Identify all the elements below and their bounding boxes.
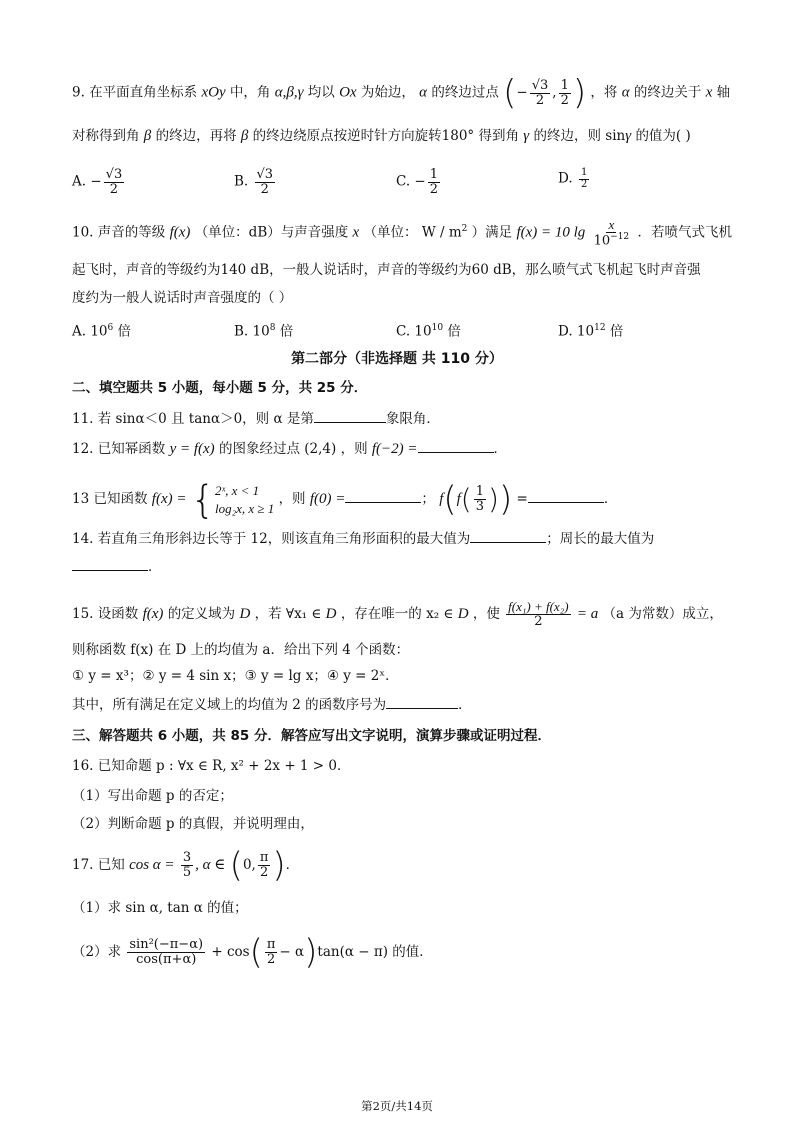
q16-part2: （2）判断命题 p 的真假，并说明理由， [72,816,314,832]
q11-answer-blank [314,408,386,423]
q10-line3: 度约为一般人说话时声音强度的（ ） [72,290,293,306]
q10-option-b: B. $10^8$ 倍 [234,323,294,340]
q10-line1: 10. 声音的等级 f(x) （单位：dB）与声音强度 x （单位： W / $m^2$ ）满足 f(x) = 10 lg $\frac{x}{10^{-12}}$ ．若喷气式飞机 [72,217,732,248]
q9-line1: 9. 在平面直角坐标系 xOy 中，角 α,β,γ 均以 Ox 为始边， α 的终边过点 (− $\frac{√3}{2}$ , $\frac{1}{2}$ ) ，将 α 的终边关于 x 轴 [72,73,731,113]
q12: 12. 已知幂函数 y = f(x) 的图象经过点 (2,4) ，则 f(−2) = ． [72,438,507,459]
q13: 13 已知函数 f(x) = { 2ˣ, x < 1 log₂x, x ≥ 1 ，则 f(0) = ； f(f( $\frac{1}{3}$ )) = ． [72,477,618,522]
q9-option-d: D. $\frac{1}{2}$ [558,167,588,190]
q16-stem: 16. 已知命题 p : ∀x ∈ R, x² + 2x + 1 > 0． [72,758,351,774]
q16-part1: （1）写出命题 p 的否定； [72,788,233,804]
q9-option-c: C. − $\frac{1}{2}$ [396,167,439,197]
q15-answer-blank [386,694,458,709]
q10-option-a: A. $10^6$ 倍 [72,323,132,340]
part-two-heading: 第二部分（非选择题 共 110 分） [291,351,503,367]
q10-option-d: D. $10^{12}$ 倍 [558,323,624,340]
section-fill-blank-heading: 二、填空题共 5 小题，每小题 5 分，共 25 分． [72,380,368,396]
page-footer: 第2页/共14页 [361,1099,433,1113]
section-answer-heading: 三、解答题共 6 小题，共 85 分．解答应写出文字说明，演算步骤或证明过程． [72,728,551,744]
q15-line3: ① y = x³；② y = 4 sin x；③ y = lg x；④ y = 2ˣ． [72,668,399,684]
q11: 11. 若 sinα＜0 且 tanα＞0，则 α 是第 象限角． [72,408,440,429]
q9-line2: 对称得到角 β 的终边，再将 β 的终边绕原点按逆时针方向旋转180° 得到角 γ 的终边，则 sinγ 的值为( ) [72,128,691,144]
q9-point-y: $\frac{1}{2}$ [560,77,569,108]
q15-line1: 15. 设函数 f(x) 的定义域为 D ，若 ∀x₁ ∈ D ，存在唯一的 x₂ ∈ D ，使 $\frac{\text{f(x₁) + f(x₂)}}{2}$ = a （a 为常数）成立， [72,599,723,629]
q13-answer-blank-1 [345,488,421,503]
q17-part1: （1）求 sin α, tan α 的值； [72,900,248,916]
q15-line2: 则称函数 f(x) 在 D 上的均值为 a．给出下列 4 个函数： [72,642,410,658]
q9-option-b: B. $\frac{√3}{2}$ [234,167,274,197]
q14-answer-blank-1 [470,528,546,543]
q10-option-c: C. $10^{10}$ 倍 [396,323,461,340]
q17-stem: 17. 已知 cos α = $\frac{3}{5}$ , α ∈ (0, $\frac{\pi}{2}$ )． [72,845,300,886]
q14-line2: ． [72,556,162,577]
q14-line1: 14. 若直角三角形斜边长等于 12，则该直角三角形面积的最大值为 ；周长的最大值为 [72,528,654,549]
q14-answer-blank-2 [72,556,148,571]
q17-part2: （2）求 $\frac{\text{sin²(−π−α)}}{\cos(\pi+\alpha)}$ + cos( $\frac{\pi}{2}$ − α)tan(α − π) 的值． [72,932,433,973]
q10-line2: 起飞时，声音的等级约为140 dB，一般人说话时，声音的等级约为60 dB，那么喷气式飞机起飞时声音强 [72,262,701,278]
q9-option-a: A. − $\frac{√3}{2}$ [72,167,123,197]
q12-answer-blank [418,438,494,453]
q9-point-x: $\frac{√3}{2}$ [531,77,549,108]
q15-line4: 其中，所有满足在定义域上的均值为 2 的函数序号为 ． [72,694,472,715]
q13-answer-blank-2 [528,488,604,503]
